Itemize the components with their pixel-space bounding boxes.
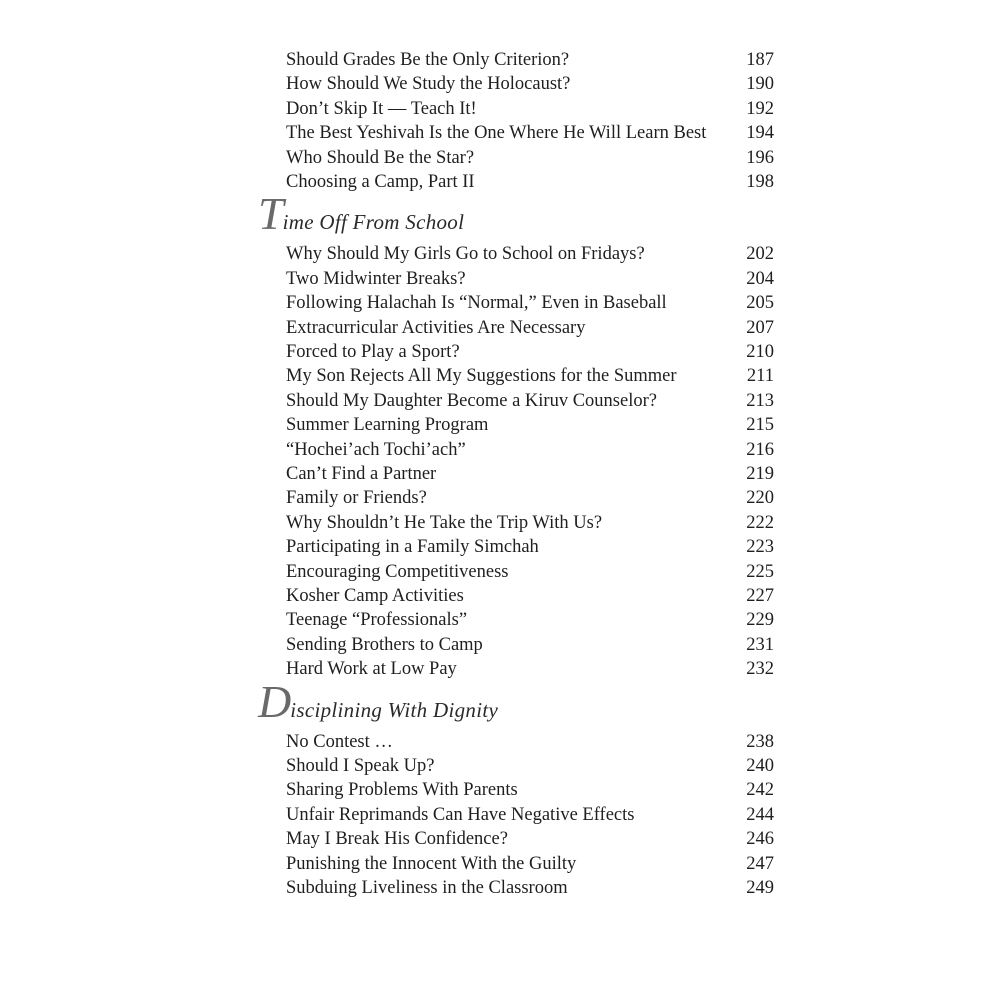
- entry-page-number: 194: [746, 123, 774, 144]
- entry-title: Can’t Find a Partner: [286, 464, 437, 484]
- entry-page-number: 213: [746, 390, 774, 411]
- entry-page-number: 192: [746, 98, 774, 119]
- entry-title: Should I Speak Up?: [286, 756, 435, 776]
- entry-title: My Son Rejects All My Suggestions for the Summer: [286, 366, 677, 387]
- toc-entry[interactable]: [286, 170, 774, 194]
- toc-entry[interactable]: [286, 657, 774, 681]
- entry-page-number: 204: [746, 268, 774, 289]
- toc-entry[interactable]: [286, 511, 774, 535]
- toc-entry[interactable]: [286, 413, 774, 437]
- entry-title: Why Should My Girls Go to School on Fridays?: [286, 244, 645, 265]
- toc-entry[interactable]: [286, 560, 774, 584]
- entry-title: Extracurricular Activities Are Necessary: [286, 317, 586, 338]
- entry-title: Teenage “Professionals”: [286, 610, 468, 631]
- entry-page-number: 207: [746, 317, 774, 338]
- toc-entry[interactable]: [286, 486, 774, 510]
- entry-page-number: 190: [746, 74, 774, 95]
- entry-page-number: 238: [746, 731, 774, 752]
- entry-page-number: 232: [746, 659, 774, 680]
- entry-title: Sending Brothers to Camp: [286, 634, 483, 655]
- toc-entry[interactable]: [286, 876, 774, 900]
- toc-entry[interactable]: [286, 535, 774, 559]
- section-heading-initial: T: [258, 188, 282, 240]
- entry-page-number: 198: [746, 172, 774, 192]
- section-heading-text: isciplining With Dignity: [290, 697, 499, 722]
- toc-entry[interactable]: [286, 72, 774, 96]
- entry-title: Unfair Reprimands Can Have Negative Effects: [286, 804, 635, 825]
- entry-title: Summer Learning Program: [286, 415, 489, 436]
- toc-entry[interactable]: [286, 754, 774, 778]
- entry-page-number: 187: [746, 50, 774, 70]
- entry-page-number: 202: [746, 244, 774, 265]
- entry-page-number: 242: [746, 780, 774, 801]
- section-heading-text: ime Off From School: [282, 210, 465, 235]
- entry-title: Sharing Problems With Parents: [286, 780, 518, 801]
- entry-title: No Contest …: [286, 731, 393, 752]
- entry-page-number: 220: [746, 488, 774, 509]
- entry-page-number: 246: [746, 829, 774, 850]
- entry-title: Hard Work at Low Pay: [286, 659, 457, 680]
- entry-title: Should My Daughter Become a Kiruv Counselor?: [286, 390, 657, 411]
- entry-page-number: 210: [746, 342, 774, 362]
- toc-entry[interactable]: [286, 340, 774, 364]
- entry-page-number: 227: [746, 586, 774, 606]
- section-heading-initial: D: [258, 675, 290, 727]
- entry-page-number: 249: [746, 878, 774, 898]
- entry-page-number: 215: [746, 415, 774, 436]
- entry-page-number: 240: [746, 756, 774, 776]
- toc-entry[interactable]: [286, 242, 774, 266]
- entry-title: Punishing the Innocent With the Guilty: [286, 853, 577, 874]
- toc-entry[interactable]: [286, 389, 774, 413]
- toc-entry[interactable]: [286, 438, 774, 462]
- toc-entry[interactable]: [286, 316, 774, 340]
- entry-page-number: 196: [746, 147, 774, 168]
- toc-entry[interactable]: [286, 803, 774, 827]
- toc-entry[interactable]: [286, 827, 774, 851]
- entry-page-number: 216: [746, 439, 774, 460]
- entry-title: Participating in a Family Simchah: [286, 537, 539, 558]
- entry-title: May I Break His Confidence?: [286, 829, 508, 850]
- toc-entry[interactable]: [286, 608, 774, 632]
- entry-title: Subduing Liveliness in the Classroom: [286, 878, 568, 898]
- toc-entry[interactable]: [286, 584, 774, 608]
- toc-entry[interactable]: [286, 730, 774, 754]
- entry-title: Two Midwinter Breaks?: [286, 268, 466, 289]
- entry-page-number: 223: [746, 537, 774, 558]
- entry-title: Don’t Skip It — Teach It!: [286, 98, 477, 119]
- toc-entry[interactable]: [286, 121, 774, 145]
- entry-page-number: 225: [746, 561, 774, 582]
- entry-title: Encouraging Competitiveness: [286, 561, 509, 582]
- toc-entry[interactable]: [286, 462, 774, 486]
- section-heading: [258, 675, 499, 727]
- entry-page-number: 205: [746, 293, 774, 314]
- toc-entry[interactable]: [286, 778, 774, 802]
- entry-page-number: 229: [746, 610, 774, 631]
- toc-entry[interactable]: [286, 852, 774, 876]
- section-heading: [258, 188, 465, 240]
- entry-title: Choosing a Camp, Part II: [286, 172, 475, 192]
- entry-page-number: 219: [746, 464, 774, 484]
- entry-page-number: 211: [746, 366, 774, 387]
- entry-title: How Should We Study the Holocaust?: [286, 74, 571, 95]
- entry-title: Kosher Camp Activities: [286, 586, 464, 606]
- toc-entry[interactable]: [286, 97, 774, 121]
- entry-title: Family or Friends?: [286, 488, 427, 509]
- entry-title: Who Should Be the Star?: [286, 147, 475, 168]
- toc-entry[interactable]: [286, 146, 774, 170]
- toc-entry[interactable]: [286, 267, 774, 291]
- entry-title: “Hochei’ach Tochi’ach”: [286, 439, 466, 460]
- entry-title: Should Grades Be the Only Criterion?: [286, 50, 570, 70]
- entry-page-number: 231: [746, 634, 774, 655]
- toc-entry[interactable]: [286, 633, 774, 657]
- toc-entry[interactable]: [286, 364, 774, 388]
- entry-page-number: 222: [746, 512, 774, 533]
- toc-entry[interactable]: [286, 48, 774, 72]
- toc-entry[interactable]: [286, 291, 774, 315]
- entry-page-number: 247: [746, 853, 774, 874]
- entry-title: Following Halachah Is “Normal,” Even in Baseball: [286, 293, 667, 314]
- entry-page-number: 244: [746, 804, 774, 825]
- entry-title: Forced to Play a Sport?: [286, 342, 460, 362]
- entry-title: Why Shouldn’t He Take the Trip With Us?: [286, 512, 603, 533]
- entry-title: The Best Yeshivah Is the One Where He Will Learn Best: [286, 123, 707, 144]
